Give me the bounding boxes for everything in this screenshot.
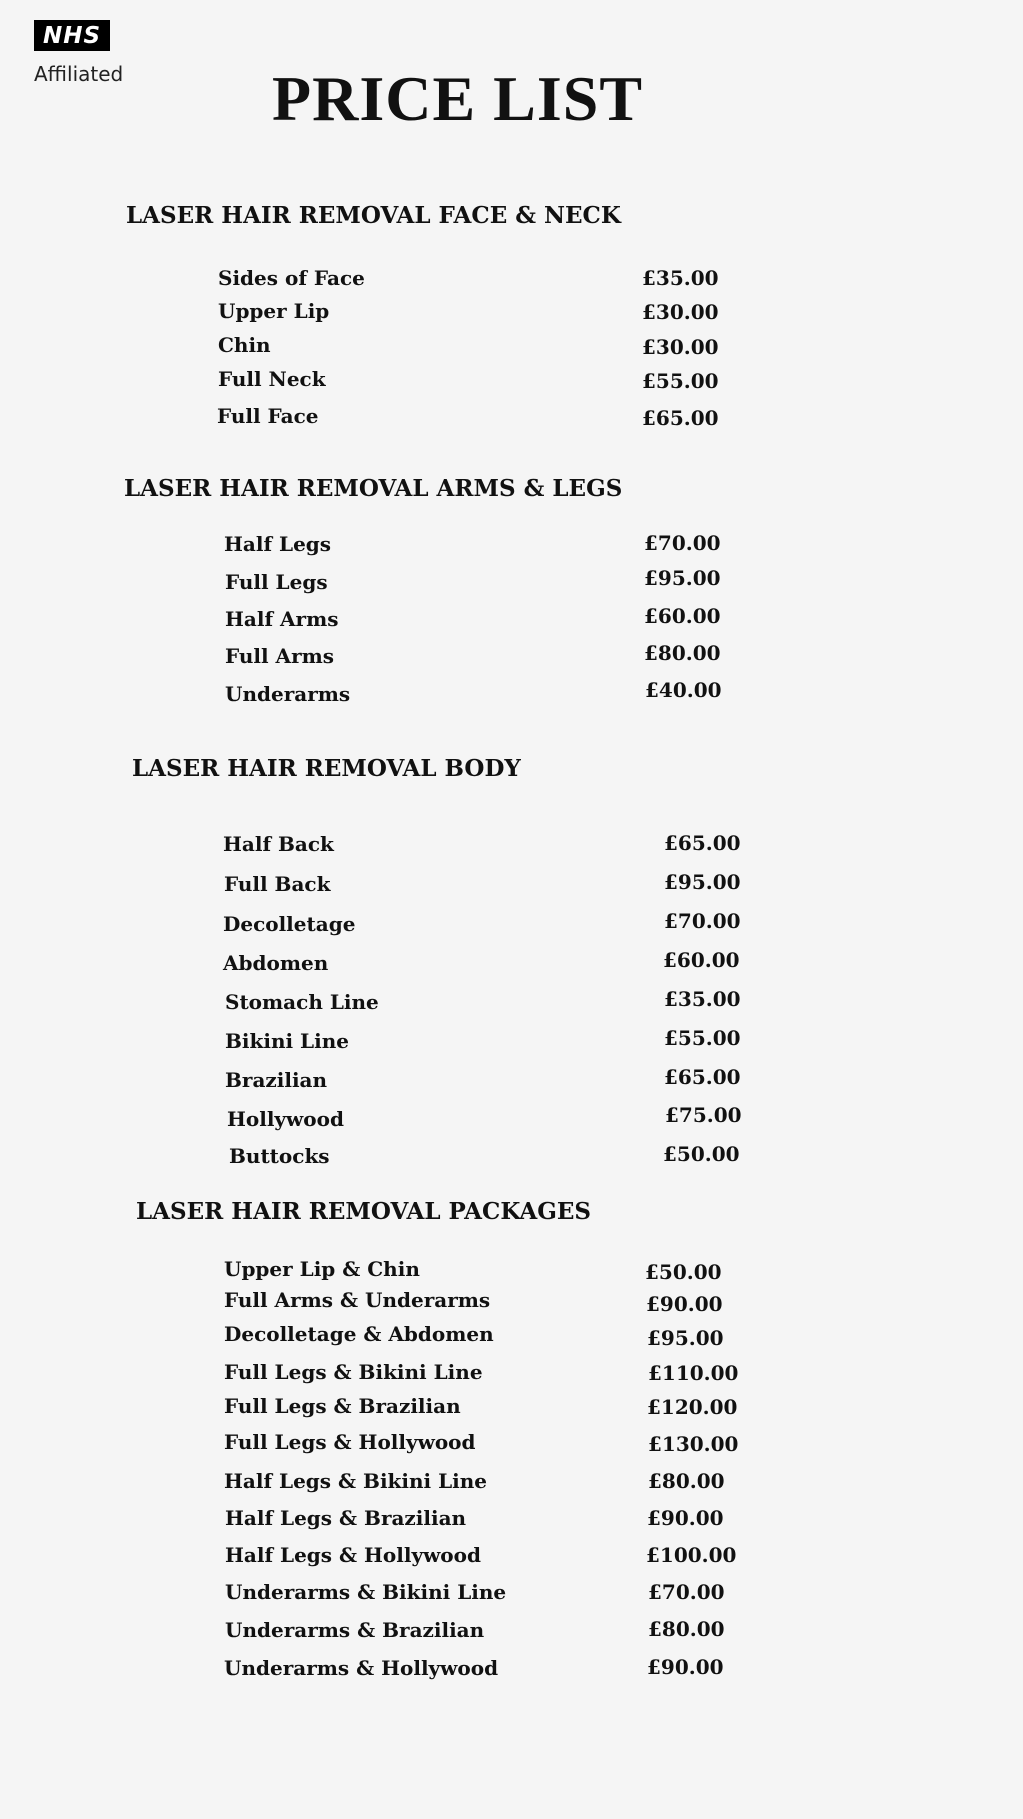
item-name: Half Legs: [224, 532, 332, 556]
nhs-logo: [34, 20, 110, 51]
section-heading-arms-legs: LASER HAIR REMOVAL ARMS & LEGS: [124, 475, 623, 502]
item-name: Underarms & Brazilian: [225, 1618, 485, 1642]
section-heading-packages: LASER HAIR REMOVAL PACKAGES: [136, 1198, 592, 1225]
item-name: Full Arms: [225, 644, 335, 668]
item-price: £90.00: [647, 1655, 724, 1679]
item-name: Full Legs: [225, 570, 328, 594]
item-price: £100.00: [646, 1543, 737, 1567]
section-heading-body: LASER HAIR REMOVAL BODY: [132, 755, 521, 782]
item-name: Full Legs & Bikini Line: [224, 1360, 483, 1384]
item-price: £40.00: [645, 678, 722, 702]
item-name: Buttocks: [229, 1144, 330, 1168]
item-price: £70.00: [644, 531, 721, 555]
item-price: £65.00: [642, 406, 719, 430]
item-name: Underarms: [225, 682, 351, 706]
item-price: £30.00: [642, 335, 719, 359]
item-name: Full Legs & Hollywood: [224, 1430, 476, 1454]
item-price: £55.00: [664, 1026, 741, 1050]
item-price: £50.00: [645, 1260, 722, 1284]
item-name: Full Face: [217, 404, 319, 428]
item-price: £80.00: [648, 1469, 725, 1493]
item-name: Half Legs & Bikini Line: [224, 1469, 488, 1493]
item-price: £90.00: [647, 1506, 724, 1530]
item-price: £95.00: [664, 870, 741, 894]
item-price: £60.00: [644, 604, 721, 628]
item-name: Decolletage & Abdomen: [224, 1322, 494, 1346]
item-name: Full Neck: [218, 367, 326, 391]
item-name: Full Legs & Brazilian: [224, 1394, 461, 1418]
item-price: £65.00: [664, 1065, 741, 1089]
item-name: Hollywood: [227, 1107, 344, 1131]
item-name: Half Legs & Brazilian: [225, 1506, 467, 1530]
item-name: Stomach Line: [225, 990, 379, 1014]
item-price: £95.00: [647, 1326, 724, 1350]
item-price: £35.00: [642, 266, 719, 290]
item-name: Upper Lip & Chin: [224, 1257, 420, 1281]
item-price: £120.00: [647, 1395, 738, 1419]
item-price: £60.00: [663, 948, 740, 972]
item-price: £35.00: [664, 987, 741, 1011]
item-name: Half Back: [223, 832, 334, 856]
nhs-logo-text: NHS: [42, 22, 102, 49]
item-name: Underarms & Bikini Line: [225, 1580, 507, 1604]
item-price: £55.00: [642, 369, 719, 393]
item-price: £95.00: [644, 566, 721, 590]
item-name: Half Legs & Hollywood: [225, 1543, 481, 1567]
item-price: £80.00: [648, 1617, 725, 1641]
item-name: Full Arms & Underarms: [224, 1288, 491, 1312]
item-price: £110.00: [648, 1361, 739, 1385]
item-price: £75.00: [665, 1103, 742, 1127]
item-price: £65.00: [664, 831, 741, 855]
item-name: Decolletage: [223, 912, 356, 936]
item-name: Bikini Line: [225, 1029, 349, 1053]
item-price: £30.00: [642, 300, 719, 324]
item-name: Chin: [218, 333, 271, 357]
item-price: £80.00: [644, 641, 721, 665]
item-name: Brazilian: [225, 1068, 328, 1092]
item-name: Half Arms: [225, 607, 339, 631]
item-name: Full Back: [224, 872, 331, 896]
item-price: £90.00: [646, 1292, 723, 1316]
item-price: £50.00: [663, 1142, 740, 1166]
item-price: £70.00: [648, 1580, 725, 1604]
section-heading-face-neck: LASER HAIR REMOVAL FACE & NECK: [126, 202, 621, 229]
item-price: £130.00: [648, 1432, 739, 1456]
item-name: Abdomen: [223, 951, 329, 975]
item-name: Upper Lip: [218, 299, 330, 323]
page-title: PRICE LIST: [272, 63, 643, 134]
item-name: Sides of Face: [218, 266, 365, 290]
item-name: Underarms & Hollywood: [224, 1656, 499, 1680]
affiliated-label: Affiliated: [34, 62, 124, 86]
item-price: £70.00: [664, 909, 741, 933]
